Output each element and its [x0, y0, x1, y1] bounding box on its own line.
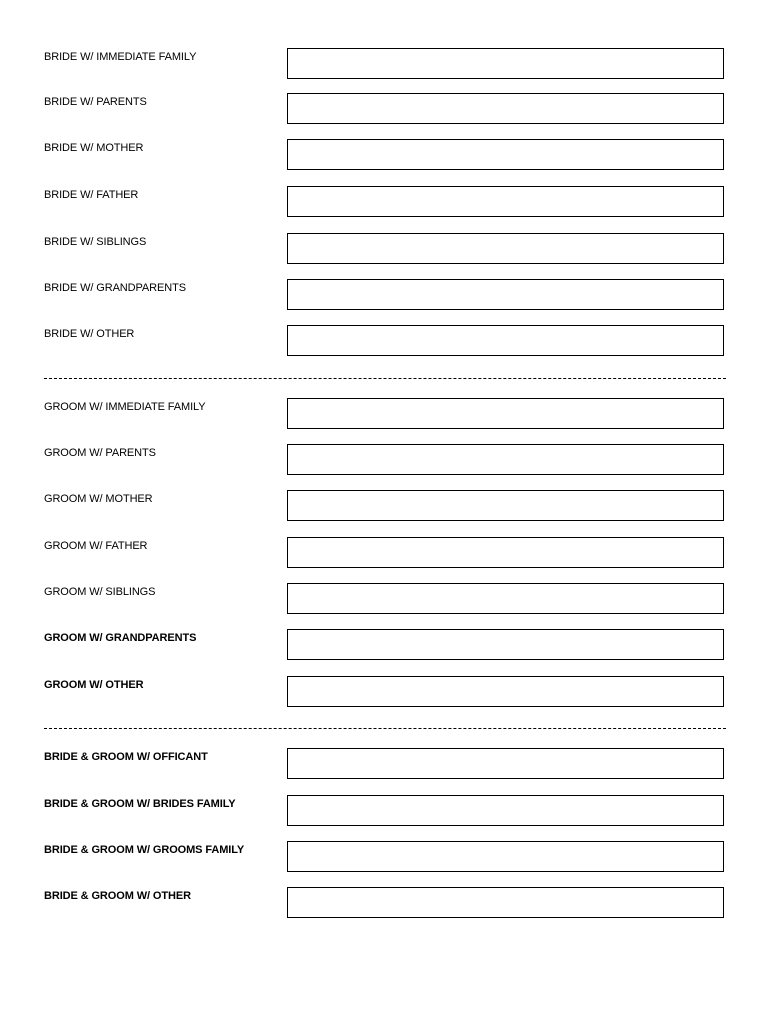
section-divider-1: [44, 378, 726, 379]
bride-father-field[interactable]: [287, 186, 724, 217]
groom-other-field[interactable]: [287, 676, 724, 707]
groom-father-field[interactable]: [287, 537, 724, 568]
bride-mother-label: BRIDE W/ MOTHER: [44, 142, 144, 154]
groom-parents-label: GROOM W/ PARENTS: [44, 447, 156, 459]
groom-other-row: [0, 676, 770, 710]
couple-brides-family-field[interactable]: [287, 795, 724, 826]
groom-immediate-family-row: [0, 398, 770, 432]
bride-immediate-family-label: BRIDE W/ IMMEDIATE FAMILY: [44, 51, 197, 63]
couple-other-label: BRIDE & GROOM W/ OTHER: [44, 890, 191, 902]
couple-grooms-family-field[interactable]: [287, 841, 724, 872]
bride-other-label: BRIDE W/ OTHER: [44, 328, 135, 340]
groom-siblings-row: [0, 583, 770, 617]
couple-other-field[interactable]: [287, 887, 724, 918]
bride-grandparents-row: [0, 279, 770, 313]
bride-siblings-field[interactable]: [287, 233, 724, 264]
groom-mother-label: GROOM W/ MOTHER: [44, 493, 153, 505]
couple-grooms-family-label: BRIDE & GROOM W/ GROOMS FAMILY: [44, 844, 245, 856]
groom-parents-row: [0, 444, 770, 478]
groom-grandparents-label: GROOM W/ GRANDPARENTS: [44, 632, 197, 644]
bride-siblings-row: [0, 233, 770, 267]
groom-father-row: [0, 537, 770, 571]
groom-other-label: GROOM W/ OTHER: [44, 679, 144, 691]
groom-siblings-field[interactable]: [287, 583, 724, 614]
groom-mother-field[interactable]: [287, 490, 724, 521]
bride-parents-row: [0, 93, 770, 127]
bride-grandparents-label: BRIDE W/ GRANDPARENTS: [44, 282, 186, 294]
groom-parents-field[interactable]: [287, 444, 724, 475]
couple-grooms-family-row: [0, 841, 770, 875]
groom-father-label: GROOM W/ FATHER: [44, 540, 148, 552]
bride-siblings-label: BRIDE W/ SIBLINGS: [44, 236, 147, 248]
bride-grandparents-field[interactable]: [287, 279, 724, 310]
groom-immediate-family-label: GROOM W/ IMMEDIATE FAMILY: [44, 401, 206, 413]
couple-other-row: [0, 887, 770, 921]
groom-grandparents-field[interactable]: [287, 629, 724, 660]
bride-other-row: [0, 325, 770, 359]
bride-parents-label: BRIDE W/ PARENTS: [44, 96, 147, 108]
couple-brides-family-label: BRIDE & GROOM W/ BRIDES FAMILY: [44, 798, 236, 810]
bride-mother-field[interactable]: [287, 139, 724, 170]
bride-mother-row: [0, 139, 770, 173]
groom-immediate-family-field[interactable]: [287, 398, 724, 429]
groom-grandparents-row: [0, 629, 770, 663]
couple-officant-label: BRIDE & GROOM W/ OFFICANT: [44, 751, 208, 763]
couple-brides-family-row: [0, 795, 770, 829]
groom-mother-row: [0, 490, 770, 524]
bride-father-label: BRIDE W/ FATHER: [44, 189, 139, 201]
bride-immediate-family-field[interactable]: [287, 48, 724, 79]
section-divider-2: [44, 728, 726, 729]
bride-other-field[interactable]: [287, 325, 724, 356]
groom-siblings-label: GROOM W/ SIBLINGS: [44, 586, 156, 598]
bride-immediate-family-row: [0, 48, 770, 82]
couple-officant-field[interactable]: [287, 748, 724, 779]
bride-father-row: [0, 186, 770, 220]
bride-parents-field[interactable]: [287, 93, 724, 124]
couple-officant-row: [0, 748, 770, 782]
